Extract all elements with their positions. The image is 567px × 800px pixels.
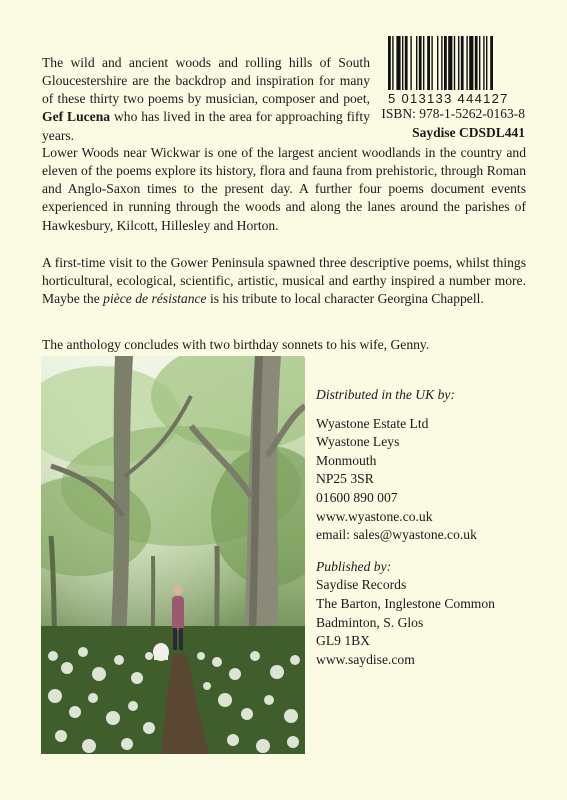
publisher-line: The Barton, Inglestone Common	[316, 595, 495, 611]
catalog-label: Saydise CDSDL	[412, 125, 505, 140]
contact-column	[316, 386, 495, 669]
barcode	[388, 36, 524, 106]
distributor-email: email: sales@wyastone.co.uk	[316, 527, 477, 543]
publisher-line: Saydise Records	[316, 577, 407, 593]
publisher-address	[316, 576, 495, 669]
distributor-website: www.wyastone.co.uk	[316, 508, 433, 524]
gower-paragraph	[42, 254, 526, 309]
distributor-line: Wyastone Leys	[316, 434, 400, 450]
woodland-photo	[41, 356, 305, 754]
intro-paragraph	[42, 54, 370, 145]
distributor-address	[316, 415, 495, 545]
isbn-text: ISBN: 978-1-5262-0163-8	[381, 106, 525, 121]
barcode-icon	[388, 36, 524, 90]
sonnets-paragraph: The anthology concludes with two birthday sonnets to his wife, Genny.	[42, 336, 430, 352]
intro-text: The wild and ancient woods and rolling hills of South Gloucestershire are the backdrop and inspiration for many of these thirty two poems by musician, composer and poet,	[42, 54, 370, 107]
gower-text-end: is his tribute to local character Georgina Chappell.	[206, 291, 484, 307]
lower-woods-paragraph: Lower Woods near Wickwar is one of the largest ancient woodlands in the country and eleven of the poems explore its history, flora and fauna from prehistoric, through Roman and Anglo-Saxon times to the present day. A further four poems document events experienced in running through the woods and along the lanes around the parishes of Hawkesbury, Kilcott, Hillesley and Horton.	[42, 144, 526, 233]
gower-text: A first-time visit to the Gower Peninsula spawned three descriptive poems, whilst things horticultural, ecological, scientific, artistic, musical and earthy inspired a number more. Maybe the	[42, 254, 526, 307]
distributor-phone: 01600 890 007	[316, 489, 398, 505]
catalog-number: 441	[504, 125, 525, 140]
publisher-heading: Published by:	[316, 558, 392, 574]
distributor-heading: Distributed in the UK by:	[316, 387, 455, 402]
piece-de-resistance: pièce de résistance	[103, 291, 207, 307]
distributor-line: NP25 3SR	[316, 471, 374, 487]
distributor-line: Wyastone Estate Ltd	[316, 415, 429, 431]
publisher-line: Badminton, S. Glos	[316, 614, 424, 630]
publisher-website: www.saydise.com	[316, 651, 415, 667]
isbn-block	[381, 104, 525, 142]
intro-text-end: who has lived in the area for approaching fifty years.	[42, 109, 370, 143]
catalog-id	[381, 123, 525, 142]
barcode-digits: 5 013133 444127	[388, 91, 509, 106]
distributor-line: Monmouth	[316, 452, 377, 468]
publisher-line: GL9 1BX	[316, 633, 370, 649]
author-name: Gef Lucena	[42, 109, 111, 125]
woodland-path-image	[41, 356, 305, 754]
